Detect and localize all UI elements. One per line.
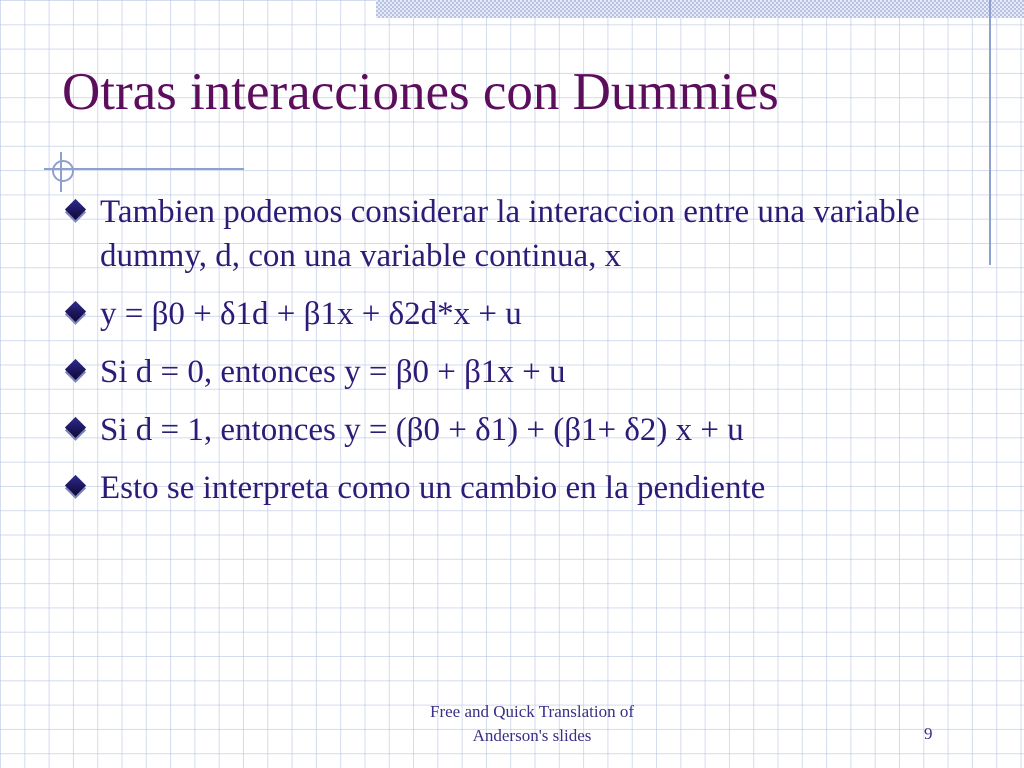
bullet-item — [62, 292, 992, 336]
diamond-bullet-icon — [65, 301, 86, 322]
slide-title: Otras interacciones con Dummies — [62, 63, 779, 121]
footer-line-1: Free and Quick Translation of — [430, 702, 634, 721]
bullet-item — [62, 350, 992, 394]
bullet-item — [62, 408, 992, 452]
bullet-item — [62, 190, 992, 278]
bullet-text: Esto se interpreta como un cambio en la pendiente — [100, 470, 766, 506]
decorative-cross-line — [60, 152, 62, 192]
footer-line-2: Anderson's slides — [472, 726, 592, 745]
decorative-horizontal-line — [44, 168, 244, 170]
bullet-text: Si d = 0, entonces y = β0 + β1x + u — [100, 354, 566, 390]
diamond-bullet-icon — [65, 199, 86, 220]
bullet-text: Si d = 1, entonces y = (β0 + δ1) + (β1+ δ2) x + u — [100, 412, 744, 448]
bullet-text: Tambien podemos considerar la interaccion entre una variable dummy, d, con una variable continua, x — [100, 194, 920, 274]
diamond-bullet-icon — [65, 359, 86, 380]
footer-caption — [352, 700, 712, 748]
bullet-item — [62, 466, 992, 510]
bullet-list — [62, 190, 992, 524]
page-number: 9 — [924, 724, 933, 743]
diamond-bullet-icon — [65, 475, 86, 496]
decorative-circle-icon — [52, 160, 74, 182]
decorative-top-pattern — [376, 0, 1024, 18]
diamond-bullet-icon — [65, 417, 86, 438]
bullet-text: y = β0 + δ1d + β1x + δ2d*x + u — [100, 296, 522, 332]
